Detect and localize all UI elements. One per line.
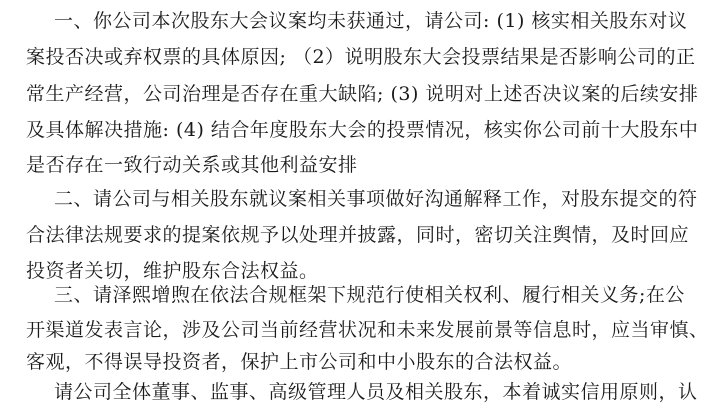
paragraph-3-line-3: 客观，不得误导投资者，保护上市公司和中小股东的合法权益。 (26, 351, 573, 373)
paragraph-2-line-1: 二、请公司与相关股东就议案相关事项做好沟通解释工作，对股东提交的符 (54, 188, 698, 210)
paragraph-1-line-3: 常生产经营，公司治理是否存在重大缺陷; (3) 说明对上述否决议案的后续安排 (26, 83, 699, 105)
paragraph-1-line-4: 及具体解决措施: (4) 结合年度股东大会的投票情况，核实你公司前十大股东中 (26, 119, 699, 141)
paragraph-4-line-1: 请公司全体董事、监事、高级管理人员及相关股东，本着诚实信用原则，认 (54, 381, 698, 403)
paragraph-1-line-1: 一、你公司本次股东大会议案均未获通过，请公司: (1) 核实相关股东对议 (54, 10, 688, 32)
paragraph-1-line-5: 是否存在一致行动关系或其他利益安排 (26, 154, 358, 176)
paragraph-3-line-1: 三、请泽熙增煦在依法合规框架下规范行使相关权利、履行相关义务;在公 (54, 284, 685, 306)
paragraph-3-line-2: 开渠道发表言论，涉及公司当前经营状况和未来发展前景等信息时，应当审慎、 (26, 319, 709, 341)
paragraph-2-line-3: 投资者关切，维护股东合法权益。 (26, 260, 319, 282)
paragraph-2-line-2: 合法律法规要求的提案依规予以处理并披露，同时，密切关注舆情，及时回应 (26, 224, 690, 246)
paragraph-1-line-2: 案投否决或弃权票的具体原因; （2）说明股东大会投票结果是否影响公司的正 (26, 46, 696, 68)
